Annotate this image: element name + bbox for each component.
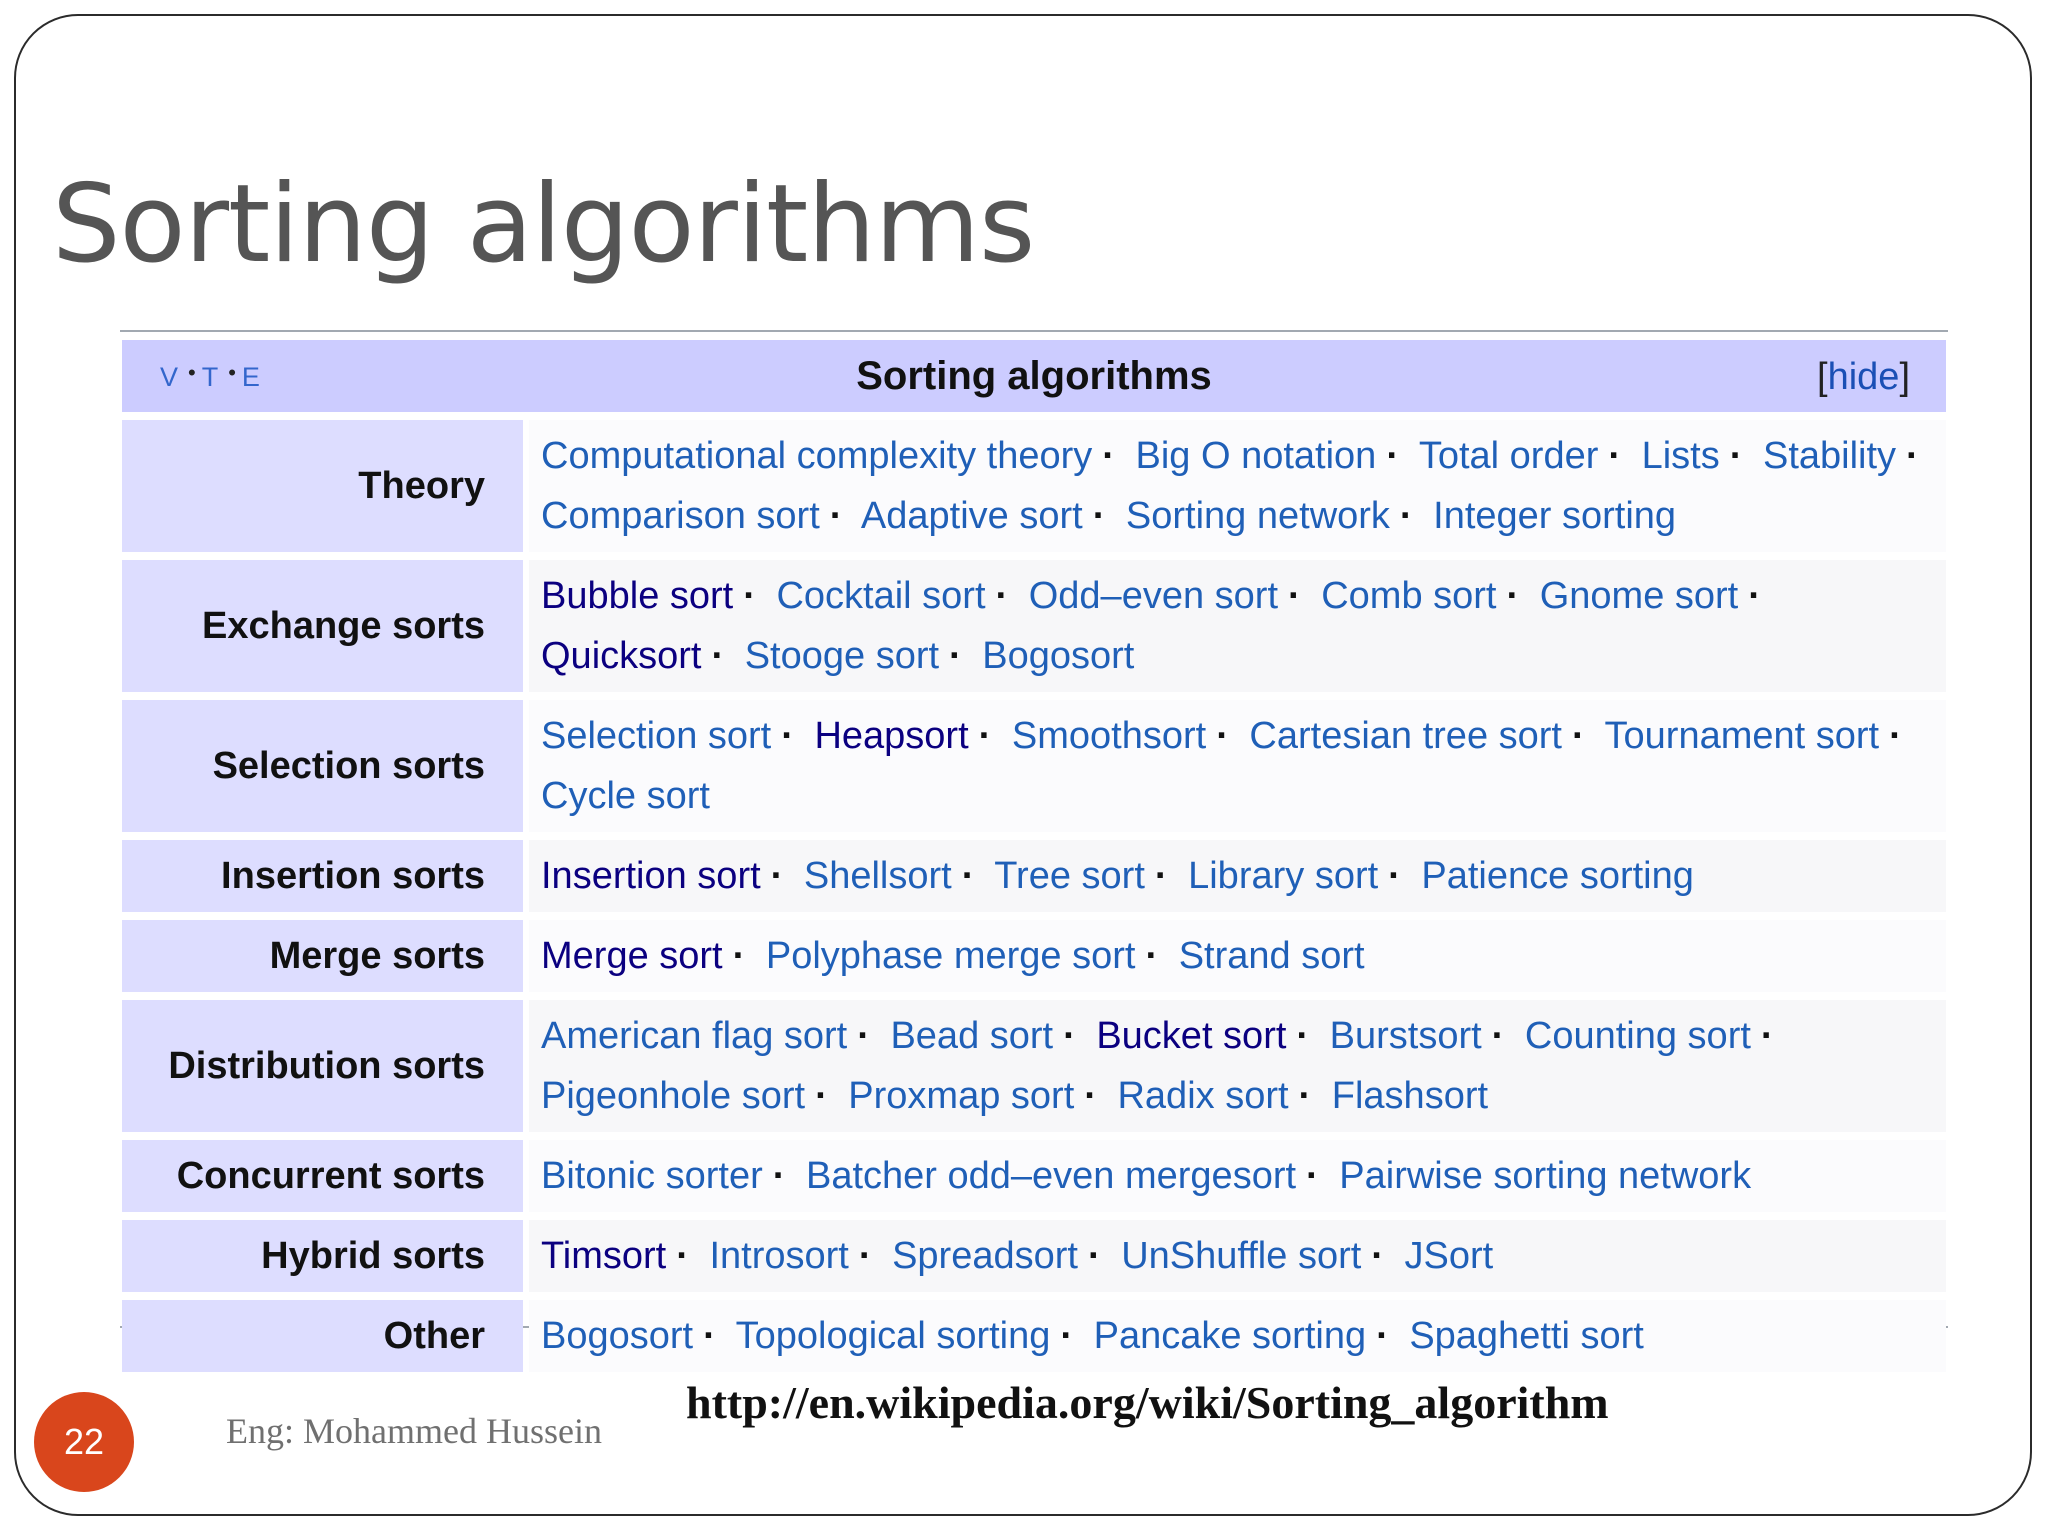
group-label: Distribution sorts <box>122 1000 523 1132</box>
group-label: Theory <box>122 420 523 552</box>
navbox-header <box>122 340 1946 412</box>
list-separator: · <box>1889 715 1902 757</box>
algorithm-link[interactable]: Flashsort <box>1331 1075 1489 1117</box>
algorithm-link[interactable]: Gnome sort <box>1539 575 1739 617</box>
navbox-row-theory <box>122 420 1946 552</box>
algorithm-link[interactable]: Pancake sorting <box>1093 1315 1367 1357</box>
group-list <box>529 1140 1946 1212</box>
group-label: Selection sorts <box>122 700 523 832</box>
list-separator: · <box>1388 855 1401 897</box>
group-list <box>529 700 1946 832</box>
list-separator: · <box>772 1155 786 1197</box>
list-separator: · <box>949 635 962 677</box>
algorithm-link[interactable]: American flag sort <box>541 1015 848 1057</box>
list-separator: · <box>815 1075 828 1117</box>
list-separator: · <box>1296 1015 1310 1057</box>
list-separator: · <box>1371 1235 1384 1277</box>
group-label: Merge sorts <box>122 920 523 992</box>
algorithm-link[interactable]: Burstsort <box>1329 1015 1482 1057</box>
group-list <box>529 840 1946 912</box>
algorithm-link[interactable]: Timsort <box>541 1235 667 1277</box>
list-separator: · <box>703 1315 716 1357</box>
group-list <box>529 420 1946 552</box>
algorithm-link[interactable]: Bubble sort <box>541 575 734 617</box>
hide-link[interactable]: hide <box>1827 356 1900 398</box>
list-separator: · <box>1087 1235 1101 1277</box>
hide-toggle[interactable]: [hide] <box>1817 356 1910 398</box>
algorithm-link[interactable]: Patience sorting <box>1421 855 1694 897</box>
list-separator: · <box>711 635 725 677</box>
list-separator: · <box>1386 435 1399 477</box>
list-separator: · <box>1608 435 1622 477</box>
algorithm-link[interactable]: Spaghetti sort <box>1409 1315 1644 1357</box>
list-separator: · <box>857 1015 870 1057</box>
list-separator: · <box>1571 715 1585 757</box>
algorithm-link[interactable]: Pigeonhole sort <box>541 1075 806 1117</box>
algorithm-link[interactable]: Insertion sort <box>541 855 761 897</box>
algorithm-link[interactable]: Strand sort <box>1178 935 1365 977</box>
list-separator: · <box>1376 1315 1389 1357</box>
algorithm-link[interactable]: Proxmap sort <box>848 1075 1075 1117</box>
list-separator: · <box>1399 495 1413 537</box>
navbox-row-exchange-sorts <box>122 560 1946 692</box>
view-link[interactable]: V <box>160 362 183 392</box>
navbox-title: Sorting algorithms <box>856 353 1212 398</box>
algorithm-link[interactable]: JSort <box>1404 1235 1494 1277</box>
algorithm-link[interactable]: Comparison sort <box>541 495 820 537</box>
algorithm-link[interactable]: Smoothsort <box>1011 715 1207 757</box>
list-separator: · <box>1102 435 1115 477</box>
list-separator: · <box>1084 1075 1097 1117</box>
algorithm-link[interactable]: Lists <box>1641 435 1720 477</box>
navbox-row-merge-sorts <box>122 920 1946 992</box>
algorithm-link[interactable]: Pairwise sorting network <box>1339 1155 1752 1197</box>
group-list <box>529 1220 1946 1292</box>
list-separator: · <box>1491 1015 1505 1057</box>
list-separator: · <box>781 715 794 757</box>
list-separator: · <box>770 855 784 897</box>
page-number-badge: 22 <box>34 1392 134 1492</box>
algorithm-link[interactable]: UnShuffle sort <box>1121 1235 1362 1277</box>
algorithm-link[interactable]: Stability <box>1762 435 1897 477</box>
list-separator: · <box>1506 575 1520 617</box>
group-label: Concurrent sorts <box>122 1140 523 1212</box>
algorithm-link[interactable]: Spreadsort <box>892 1235 1078 1277</box>
list-separator: · <box>961 855 975 897</box>
list-separator: · <box>858 1235 872 1277</box>
list-separator: · <box>1154 855 1168 897</box>
navbox-row-concurrent-sorts <box>122 1140 1946 1212</box>
algorithm-link[interactable]: Big O notation <box>1135 435 1377 477</box>
algorithm-link[interactable]: Sorting network <box>1125 495 1390 537</box>
list-separator: · <box>1906 435 1919 477</box>
list-separator: · <box>978 715 992 757</box>
list-separator: · <box>743 575 756 617</box>
algorithm-link[interactable]: Library sort <box>1188 855 1379 897</box>
algorithm-link[interactable]: Selection sort <box>541 715 772 757</box>
list-separator: · <box>1063 1015 1076 1057</box>
list-separator: · <box>995 575 1009 617</box>
author-credit: Eng: Mohammed Hussein <box>226 1411 602 1451</box>
list-separator: · <box>1060 1315 1074 1357</box>
navbox <box>120 330 1948 1357</box>
navbox-row-hybrid-sorts <box>122 1220 1946 1292</box>
algorithm-link[interactable]: Batcher odd–even mergesort <box>805 1155 1297 1197</box>
algorithm-link[interactable]: Adaptive sort <box>860 495 1083 537</box>
algorithm-link[interactable]: Bucket sort <box>1096 1015 1287 1057</box>
algorithm-link[interactable]: Bead sort <box>890 1015 1054 1057</box>
navbox-row-other <box>122 1300 1946 1372</box>
algorithm-link[interactable]: Stooge sort <box>744 635 940 677</box>
list-separator: · <box>1760 1015 1774 1057</box>
list-separator: · <box>1748 575 1761 617</box>
algorithm-link[interactable]: Counting sort <box>1524 1015 1751 1057</box>
talk-link[interactable]: T <box>201 362 223 392</box>
navbox-row-selection-sorts <box>122 700 1946 832</box>
algorithm-link[interactable]: Computational complexity theory <box>541 435 1093 477</box>
navbox-row-insertion-sorts <box>122 840 1946 912</box>
list-separator: · <box>732 935 746 977</box>
slide-title: Sorting algorithms <box>52 162 1035 287</box>
list-separator: · <box>1306 1155 1319 1197</box>
algorithm-link[interactable]: Odd–even sort <box>1028 575 1278 617</box>
algorithm-link[interactable]: Tree sort <box>994 855 1145 897</box>
group-list <box>529 1000 1946 1132</box>
algorithm-link[interactable]: Bogosort <box>982 635 1135 677</box>
algorithm-link[interactable]: Topological sorting <box>735 1315 1051 1357</box>
algorithm-link[interactable]: Heapsort <box>814 715 969 757</box>
list-separator: · <box>1288 575 1301 617</box>
vte-separator: • <box>228 360 236 385</box>
group-label: Other <box>122 1300 523 1372</box>
algorithm-link[interactable]: Quicksort <box>541 635 702 677</box>
group-list <box>529 920 1946 992</box>
list-separator: · <box>1216 715 1229 757</box>
algorithm-link[interactable]: Comb sort <box>1321 575 1497 617</box>
list-separator: · <box>1092 495 1106 537</box>
list-separator: · <box>1729 435 1743 477</box>
algorithm-link[interactable]: Introsort <box>709 1235 849 1277</box>
group-list <box>529 1300 1946 1372</box>
algorithm-link[interactable]: Bitonic sorter <box>541 1155 763 1197</box>
algorithm-link[interactable]: Bogosort <box>541 1315 694 1357</box>
vte-separator: • <box>188 360 196 385</box>
navbox-row-distribution-sorts <box>122 1000 1946 1132</box>
algorithm-link[interactable]: Tournament sort <box>1604 715 1880 757</box>
vte-links <box>160 362 264 393</box>
algorithm-link[interactable]: Total order <box>1418 435 1599 477</box>
group-label: Insertion sorts <box>122 840 523 912</box>
algorithm-link[interactable]: Cocktail sort <box>776 575 986 617</box>
list-separator: · <box>1298 1075 1312 1117</box>
list-separator: · <box>1145 935 1159 977</box>
source-url[interactable]: http://en.wikipedia.org/wiki/Sorting_algorithm <box>686 1377 1609 1428</box>
algorithm-link[interactable]: Merge sort <box>541 935 723 977</box>
algorithm-link[interactable]: Integer sorting <box>1433 495 1677 537</box>
list-separator: · <box>829 495 843 537</box>
algorithm-link[interactable]: Radix sort <box>1117 1075 1289 1117</box>
algorithm-link[interactable]: Shellsort <box>803 855 952 897</box>
edit-link[interactable]: E <box>241 362 264 392</box>
group-list <box>529 560 1946 692</box>
algorithm-link[interactable]: Cycle sort <box>541 775 710 817</box>
list-separator: · <box>676 1235 689 1277</box>
group-label: Exchange sorts <box>122 560 523 692</box>
group-label: Hybrid sorts <box>122 1220 523 1292</box>
algorithm-link[interactable]: Cartesian tree sort <box>1249 715 1562 757</box>
algorithm-link[interactable]: Polyphase merge sort <box>765 935 1136 977</box>
